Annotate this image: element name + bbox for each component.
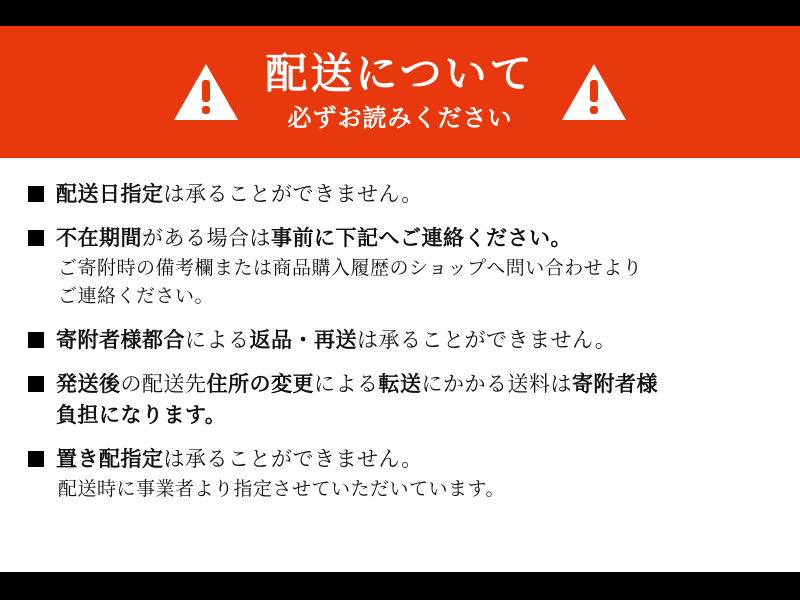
notice-line bbox=[56, 370, 772, 400]
square-bullet-icon bbox=[28, 230, 44, 246]
notice-rest-part: の配送先 bbox=[120, 373, 207, 397]
notice-bold-part: 事前に下記へご連絡ください。 bbox=[271, 227, 572, 251]
notice-rest-part: にかかる送料は bbox=[421, 373, 572, 397]
banner-text-block bbox=[265, 50, 535, 132]
notice-subline: ご寄附時の備考欄または商品購入履歴のショップへ問い合わせより bbox=[58, 257, 643, 279]
notice-subline: ご連絡ください。 bbox=[58, 286, 215, 308]
list-item bbox=[28, 224, 772, 311]
notice-rest-part: は承ることができません。 bbox=[357, 328, 617, 352]
notice-subline: 配送時に事業者より指定させていただいています。 bbox=[58, 478, 505, 500]
notice-rest-part: は承ることができません。 bbox=[163, 183, 423, 206]
list-item bbox=[28, 180, 772, 210]
notice-line bbox=[56, 445, 772, 475]
notice-bold-part: 寄附者様 bbox=[572, 373, 658, 397]
notice-line: 負担になります。 bbox=[56, 403, 227, 427]
warning-triangle-icon bbox=[561, 62, 627, 122]
notice-line bbox=[56, 180, 772, 210]
square-bullet-icon bbox=[28, 186, 44, 202]
square-bullet-icon bbox=[28, 451, 44, 467]
list-item-lines bbox=[56, 370, 772, 431]
list-item bbox=[28, 445, 772, 504]
banner-title: 配送について bbox=[265, 50, 535, 97]
list-item bbox=[28, 370, 772, 431]
notice-rest-part: による bbox=[314, 373, 379, 397]
notice-bold-part: 転送 bbox=[378, 373, 422, 397]
list-item bbox=[28, 326, 772, 356]
square-bullet-icon bbox=[28, 376, 44, 392]
notice-bold-part: 発送後 bbox=[56, 373, 121, 397]
notice-line bbox=[56, 224, 772, 254]
list-item-lines bbox=[56, 224, 772, 311]
notice-bold-part: 不在期間 bbox=[56, 227, 142, 251]
square-bullet-icon bbox=[28, 332, 44, 348]
notice-rest-part: は承ることができません。 bbox=[163, 448, 423, 472]
notice-rest-part: がある場合は bbox=[142, 227, 271, 251]
list-item-lines bbox=[56, 180, 772, 210]
delivery-notice-banner bbox=[0, 26, 800, 158]
notice-list bbox=[0, 158, 800, 572]
top-black-bar bbox=[0, 0, 800, 26]
notice-bold-part: 返品・再送 bbox=[249, 328, 357, 352]
notice-rest-part: による bbox=[185, 328, 250, 352]
list-item-lines bbox=[56, 445, 772, 504]
bottom-black-bar bbox=[0, 572, 800, 600]
notice-line bbox=[56, 326, 772, 356]
notice-bold-part: 寄附者様都合 bbox=[56, 328, 185, 352]
notice-bold-part: 置き配指定 bbox=[56, 448, 164, 472]
warning-triangle-icon bbox=[173, 62, 239, 122]
notice-bold-part: 配送日指定 bbox=[56, 183, 164, 206]
notice-bold-part: 住所の変更 bbox=[206, 373, 314, 397]
list-item-lines bbox=[56, 326, 772, 356]
banner-subtitle: 必ずお読みください bbox=[287, 105, 513, 132]
